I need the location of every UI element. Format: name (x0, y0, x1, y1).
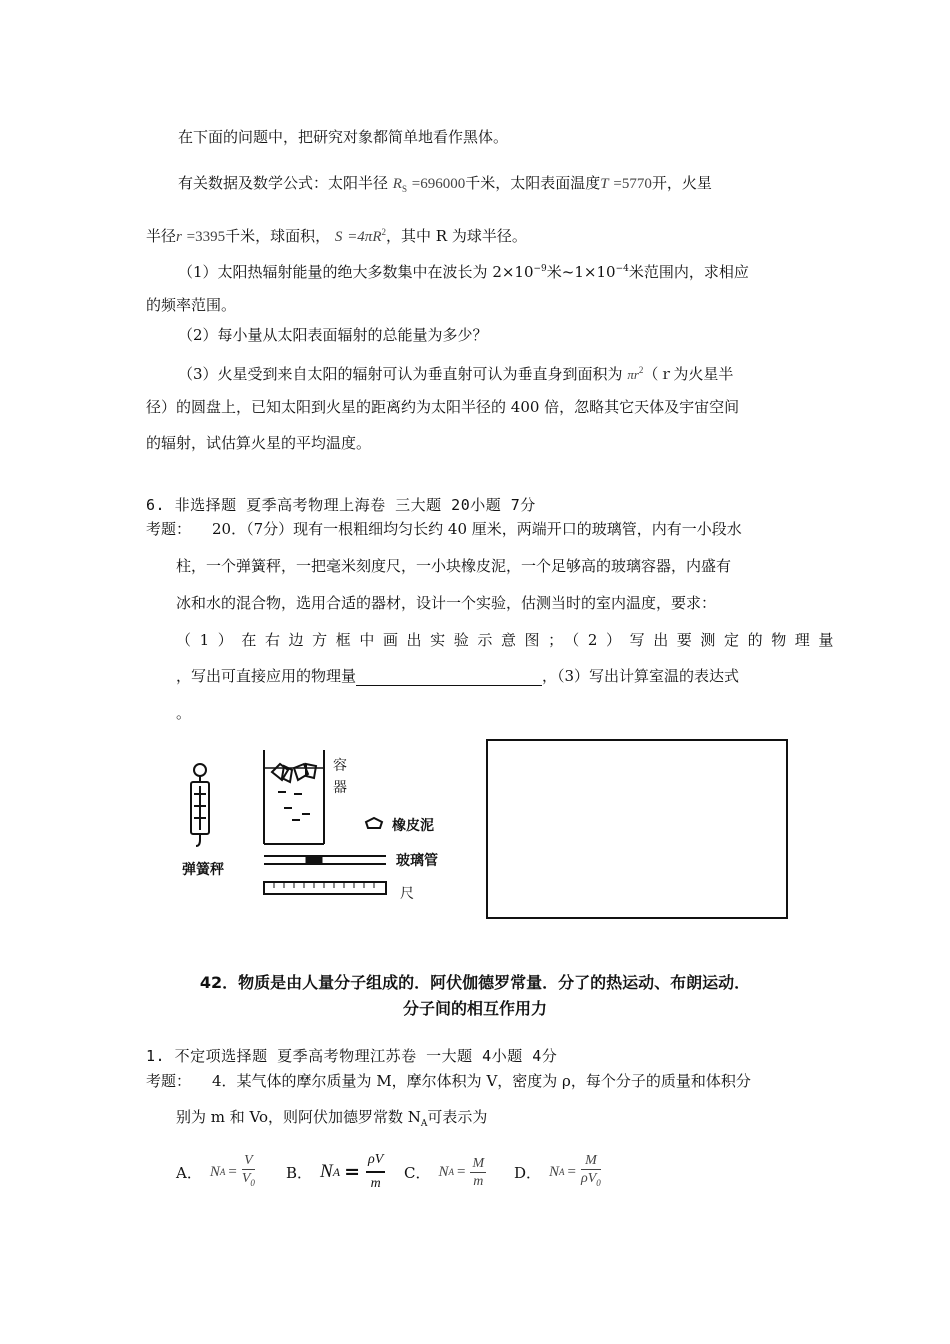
problem-6-line-4: （1）在右边方框中画出实验示意图；（2）写出要测定的物理量 (176, 631, 842, 649)
drawing-answer-box[interactable] (486, 739, 788, 919)
option-b-label: B． (286, 1163, 313, 1182)
problem-6-header: 6. 非选择题 夏季高考物理上海卷 三大题 20小题 7分 (146, 496, 536, 514)
option-a-numerator: V (242, 1152, 255, 1170)
problem-6-line-2: 柱，一个弹簧秤，一把毫米刻度尺，一小块橡皮泥，一个足够高的玻璃容器，内盛有 (176, 557, 732, 575)
data-line-2-a: 半径 (146, 227, 177, 245)
clay-icon (366, 818, 382, 828)
apparatus-figure (180, 748, 470, 908)
sun-radius-value: =696000 (411, 176, 466, 192)
ruler-label: 尺 (400, 886, 414, 902)
option-c-denominator: m (473, 1173, 484, 1189)
option-d-lhs: N (549, 1163, 560, 1180)
sun-radius-sub: S (401, 184, 407, 194)
option-c[interactable] (404, 1150, 488, 1194)
option-d-eq: = (567, 1163, 577, 1180)
option-c-eq: = (457, 1163, 466, 1180)
option-d-label: D． (514, 1163, 542, 1182)
problem-6-line-5-b: ，（3）写出计算室温的表达式 (542, 667, 740, 685)
option-c-numerator: M (472, 1155, 485, 1171)
option-b-denominator: m (370, 1176, 381, 1191)
q3-area-exp: 2 (638, 365, 644, 375)
option-a-denominator: $V_0$ (241, 1171, 255, 1188)
option-a-lhs-sub: A (219, 1167, 226, 1177)
q1-exp-2: −4 (615, 264, 629, 274)
option-c-lhs-sub: A (448, 1167, 454, 1177)
q1-line-1 (178, 259, 749, 282)
option-b[interactable] (286, 1150, 387, 1194)
problem-6-line-5 (176, 666, 739, 686)
option-a-label: A． (176, 1163, 202, 1182)
data-line-1-c: 开，火星 (651, 174, 712, 192)
option-d-numerator: M (581, 1152, 601, 1170)
problem-6-label: 考题： (146, 520, 192, 538)
q3-line-2: 径）的圆盘上，已知太阳到火星的距离约为太阳半径的 400 倍，忽略其它天体及宇宙空间 (146, 398, 740, 416)
container-icon (264, 750, 324, 844)
option-d-denominator: $\rho V_0$ (581, 1171, 601, 1188)
problem-1-label: 考题： (146, 1072, 192, 1090)
option-c-lhs: N (438, 1163, 449, 1180)
ruler-icon (264, 882, 386, 894)
q2-text: （2）每小量从太阳表面辐射的总能量为多少？ (178, 326, 488, 344)
section-42-title-line-1: 42．物质是由人量分子组成的．阿伏伽德罗常量．分了的热运动、布朗运动． (199, 973, 751, 992)
option-d-fraction (581, 1152, 601, 1192)
section-42-title-line-2: 分子间的相互作用力 (402, 999, 547, 1018)
sun-radius-symbol: R (392, 176, 402, 192)
option-b-numerator: ρV (366, 1149, 385, 1173)
problem-6-line-1: 20．（7分）现有一根粗细均匀长约 40 厘米，两端开口的玻璃管，内有一小段水 (212, 520, 742, 538)
option-b-lhs: N (320, 1161, 333, 1182)
problem-1-line-2-a: 别为 m 和 Vo，则阿伏加德罗常数 N (176, 1108, 421, 1126)
q1-exp-1: −9 (533, 264, 547, 274)
temp-symbol: T (600, 176, 609, 192)
problem-6-line-6: 。 (176, 704, 192, 722)
option-b-fraction (366, 1149, 385, 1195)
problem-1-line-2 (176, 1107, 487, 1134)
data-line-2-c: ，其中 R 为球半径。 (386, 227, 527, 245)
data-line-1 (178, 173, 712, 199)
temp-value: =5770 (613, 176, 652, 192)
data-line-1-b: 千米，太阳表面温度 (465, 174, 601, 192)
q3-line-1-a: （3）火星受到来自太阳的辐射可认为垂直射可认为垂直身到面积为 (178, 365, 623, 383)
intro-text: 在下面的问题中，把研究对象都简单地看作黑体。 (178, 128, 509, 146)
spring-scale-label: 弹簧秤 (182, 862, 224, 878)
sphere-area-symbol: S (334, 229, 343, 245)
q3-line-3: 的辐射，试估算火星的平均温度。 (146, 434, 372, 452)
spring-scale-icon (191, 764, 209, 846)
glass-tube-label: 玻璃管 (396, 853, 438, 869)
q1-line-2: 的频率范围。 (146, 296, 237, 314)
option-d-lhs-sub: A (559, 1167, 565, 1177)
option-b-lhs-sub: A (332, 1164, 341, 1179)
problem-6-line-5-a: ，写出可直接应用的物理量 (176, 667, 357, 685)
glass-tube-icon (264, 856, 386, 864)
option-b-eq: = (344, 1161, 360, 1183)
answer-blank[interactable] (356, 671, 542, 686)
mars-radius-value: =3395 (186, 229, 226, 245)
data-line-2-b: 千米，球面积， (225, 227, 331, 245)
data-line-2 (146, 222, 527, 247)
q1-line-1-a: （1）太阳热辐射能量的绝大多数集中在波长为 2×10 (178, 263, 534, 281)
option-c-label: C． (404, 1163, 431, 1182)
q1-line-1-b: 米~1×10 (546, 263, 616, 281)
problem-1-line-2-b: 可表示为 (427, 1108, 488, 1126)
q1-line-1-c: 米范围内，求相应 (628, 263, 749, 281)
sphere-area-exp: 2 (381, 227, 386, 237)
option-a-fraction (242, 1152, 255, 1192)
option-a[interactable] (176, 1150, 257, 1194)
problem-1-line-1: 4．某气体的摩尔质量为 M，摩尔体积为 V，密度为 ρ，每个分子的质量和体积分 (212, 1072, 751, 1090)
clay-label: 橡皮泥 (392, 818, 434, 834)
problem-6-line-3: 冰和水的混合物，选用合适的器材，设计一个实验，估测当时的室内温度，要求： (176, 594, 717, 612)
problem-1-header: 1. 不定项选择题 夏季高考物理江苏卷 一大题 4小题 4分 (146, 1047, 558, 1065)
option-d[interactable] (514, 1150, 603, 1194)
container-label-2: 器 (333, 780, 347, 796)
option-a-lhs: N (209, 1163, 220, 1180)
mars-radius-symbol: r (176, 229, 182, 245)
container-label-1: 容 (333, 758, 347, 774)
problem-1-line-2-sub: A (420, 1119, 428, 1129)
q3-line-1-b: （ｒ为火星半 (643, 365, 734, 383)
q3-area: πr (627, 367, 639, 382)
sphere-area-formula: =4πR (347, 229, 382, 245)
option-c-fraction (470, 1155, 486, 1190)
data-line-1-a: 有关数据及数学公式：太阳半径 (178, 174, 389, 192)
q3-line-1 (178, 360, 733, 385)
option-a-eq: = (228, 1163, 237, 1180)
